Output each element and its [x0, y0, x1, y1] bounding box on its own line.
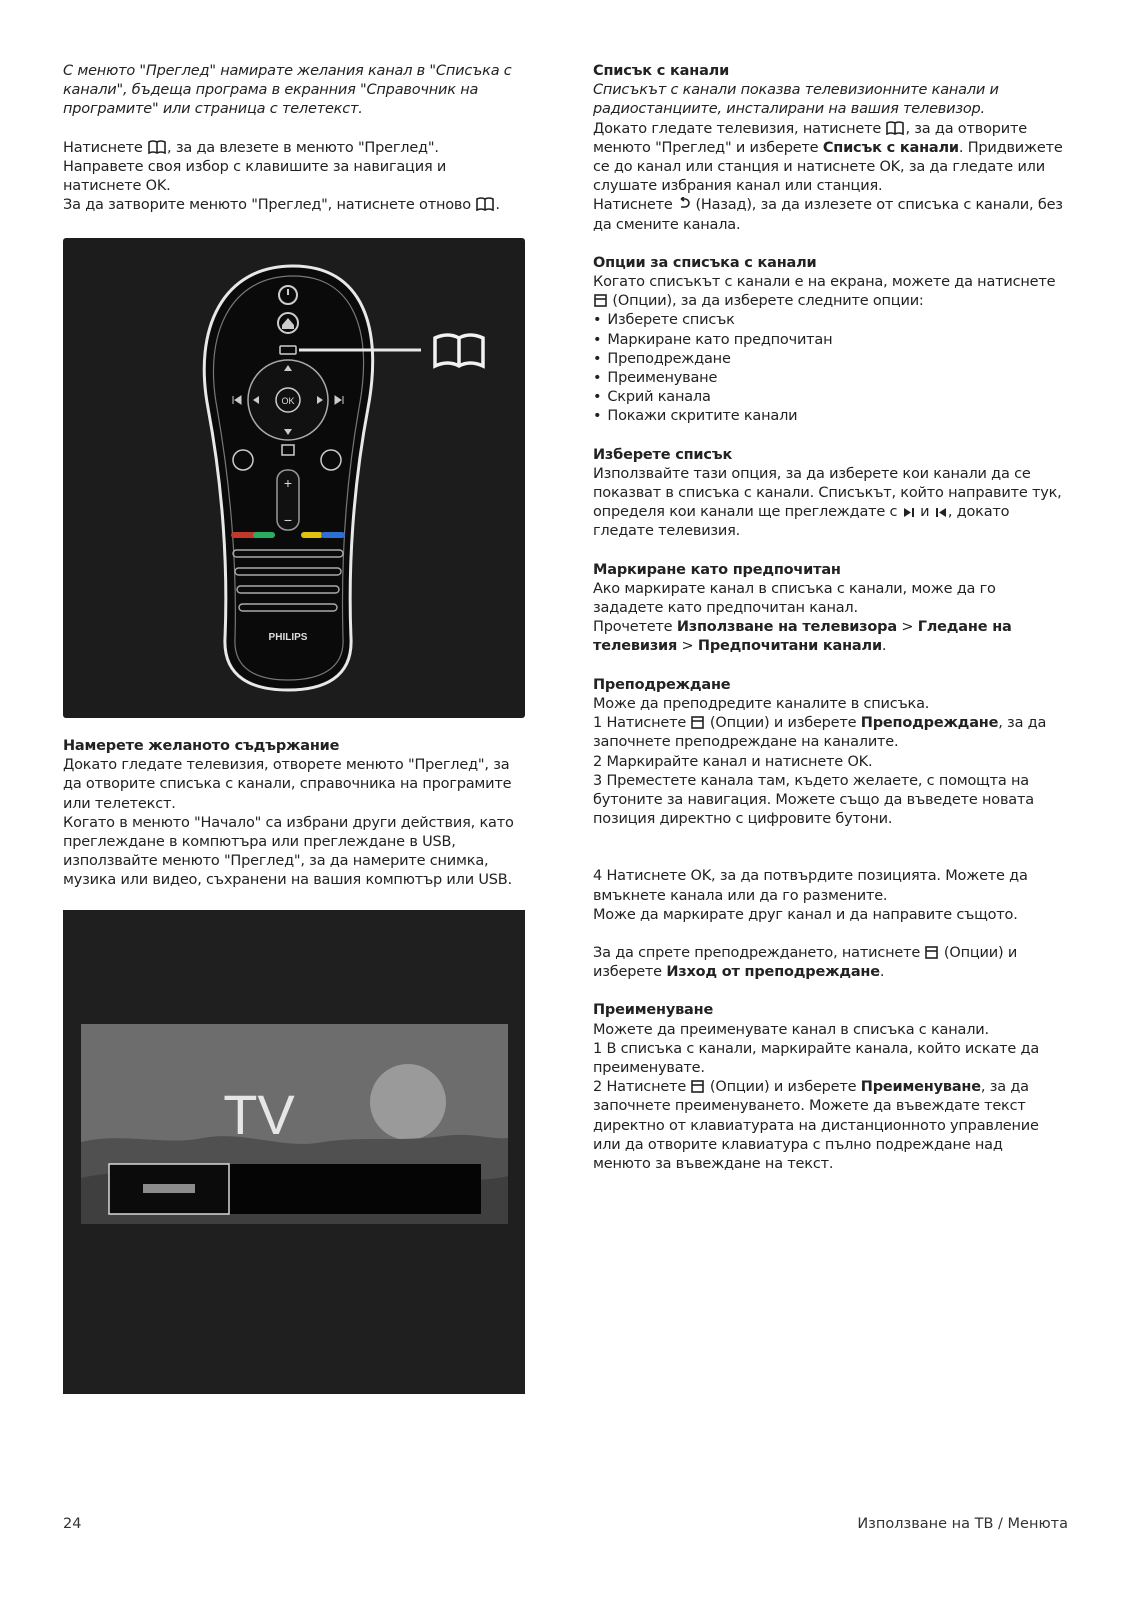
list-item: • Преподреждане — [593, 350, 1063, 369]
list-item: • Скрий канала — [593, 388, 1063, 407]
select-instruction: Направете своя избор с клавишите за навигация и натиснете OK. — [63, 158, 447, 195]
page-number: 24 — [63, 1516, 82, 1532]
reorder-step-4: 4 Натиснете OK, за да потвърдите позицията. Можете да вмъкнете канала или да го размените. — [593, 868, 1028, 904]
reorder-step-3: 3 Преместете канала там, където желаете, с помощта на бутоните за навигация. Можете също да въведете новата позиция директно с цифровите бутони. — [593, 772, 1034, 828]
select-list-paragraph: Използвайте тази опция, за да изберете кои канали да се показват в списъка с канали. Списъкът, който направите тук, определя кои канали ще преглеждате с и , докато гледате телевизия. — [593, 465, 1062, 540]
brand-logo: PHILIPS — [268, 632, 308, 643]
reorder-step-2: 2 Маркирайте канал и натиснете OK. — [593, 753, 873, 770]
list-item: • Преименуване — [593, 369, 1063, 388]
back-icon — [678, 197, 690, 211]
rename-heading: Преименуване — [593, 1002, 714, 1019]
svg-text:OK: OK — [281, 396, 295, 406]
channel-list-paragraph-2: Натиснете (Назад), за да излезете от списъка с канали, без да смените канала. — [593, 197, 1063, 233]
options-paragraph: Когато списъкът с канали е на екрана, можете да натиснете (Опции), за да изберете следните опции: — [593, 274, 1056, 310]
svg-text:+: + — [283, 475, 293, 491]
options-icon — [594, 294, 607, 307]
list-item: • Покажи скритите канали — [593, 407, 1063, 426]
reorder-heading: Преподреждане — [593, 676, 731, 693]
list-item: • Изберете списък — [593, 311, 1063, 330]
browse-book-callout-icon — [435, 335, 483, 366]
svg-text:−: − — [283, 512, 293, 528]
reorder-paragraph: Може да преподредите каналите в списъка. — [593, 695, 930, 712]
right-column — [593, 62, 1063, 1174]
close-browse-instruction: За да затворите менюто "Преглед", натиснете отново . — [63, 197, 500, 214]
intro-text: С менюто "Преглед" намирате желания канал в "Списъка с канали", бъдеща програма в екранния "Справочник на програмите" или страница с телетекст. — [63, 63, 512, 118]
find-heading: Намерете желаното съдържание — [63, 738, 340, 754]
options-icon — [925, 946, 938, 959]
select-list-heading: Изберете списък — [593, 446, 733, 463]
next-icon — [903, 507, 915, 518]
green-button — [253, 532, 275, 538]
reorder-step-4-note: Може да маркирате друг канал и да направите същото. — [593, 906, 1018, 923]
yellow-button — [301, 532, 323, 538]
options-list — [593, 311, 1063, 426]
tv-label: TV — [223, 1083, 295, 1146]
find-paragraph-1: Докато гледате телевизия, отворете менюто "Преглед", за да отворите списъка с канали, справочника на програмите или телетекст. — [63, 757, 512, 812]
previous-icon — [935, 507, 947, 518]
left-column — [63, 62, 527, 215]
rename-step-2: 2 Натиснете (Опции) и изберете Преименуване, за да започнете преименуването. Можете да въвеждате текст директно от клавиатурата на дистанционното управление или да отворите клавиатура с пълно подреждане над менюто за въвеждане на текст. — [593, 1079, 1039, 1172]
tv-menu-image — [63, 910, 525, 1394]
browse-book-icon — [148, 140, 166, 154]
rename-step-1: 1 В списъка с канали, маркирайте канала, който искате да преименувате. — [593, 1040, 1040, 1076]
options-icon — [691, 716, 704, 729]
favourite-paragraph-2: Прочетете Използване на телевизора > Гледане на телевизия > Предпочитани канали. — [593, 619, 1012, 655]
favourite-paragraph-1: Ако маркирате канал в списъка с канали, може да го зададете като предпочитан канал. — [593, 580, 996, 617]
rename-paragraph: Можете да преименувате канал в списъка с канали. — [593, 1021, 989, 1038]
remote-illustration — [63, 238, 525, 718]
channel-list-heading: Списък с канали — [593, 63, 730, 79]
browse-book-icon — [886, 121, 904, 135]
list-item: • Маркиране като предпочитан — [593, 331, 1063, 350]
browse-book-icon — [476, 197, 494, 211]
footer-section-title: Използване на ТВ / Менюта — [857, 1516, 1068, 1532]
options-heading: Опции за списъка с канали — [593, 254, 817, 271]
reorder-stop: За да спрете преподреждането, натиснете (Опции) и изберете Изход от преподреждане. — [593, 944, 1018, 981]
tv-menu-illustration — [63, 910, 525, 1394]
find-content-section — [63, 737, 527, 891]
open-browse-instruction: Натиснете , за да влезете в менюто "Преглед". — [63, 139, 439, 156]
channel-list-intro: Списъкът с канали показва телевизионните канали и радиостанциите, инсталирани на вашия телевизор. — [593, 82, 999, 118]
favourite-heading: Маркиране като предпочитан — [593, 561, 841, 578]
options-icon — [691, 1080, 704, 1093]
find-paragraph-2: Когато в менюто "Начало" са избрани други действия, като преглеждане в компютъра или преглеждане в USB, използвайте менюто "Преглед", за да намерите снимка, музика или видео, съхранени на вашия компютър или USB. — [63, 814, 514, 889]
channel-list-paragraph-1: Докато гледате телевизия, натиснете , за да отворите менюто "Преглед" и изберете Списък с канали. Придвижете се до канал или станция и натиснете OK, за да гледате или слушате избрания канал или станция. — [593, 120, 1063, 195]
reorder-step-1: 1 Натиснете (Опции) и изберете Преподреждане, за да започнете преподреждане на каналите. — [593, 715, 1047, 751]
moon-shape — [370, 1064, 446, 1140]
blue-button — [321, 532, 345, 538]
remote-control-image — [63, 238, 525, 718]
